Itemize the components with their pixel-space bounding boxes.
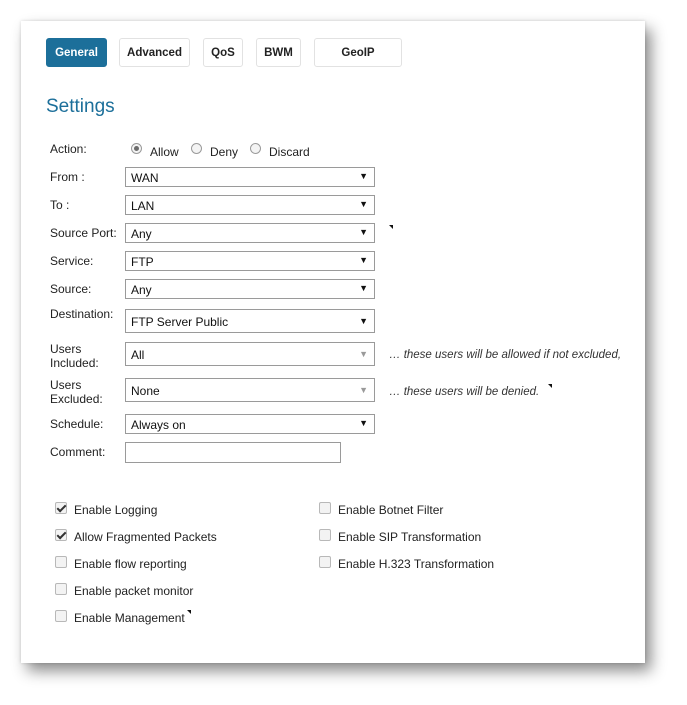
chevron-down-icon: ▼ bbox=[359, 316, 368, 326]
action-discard-radio[interactable] bbox=[250, 143, 261, 154]
action-allow-label[interactable]: Allow bbox=[150, 145, 179, 159]
destination-label: Destination: bbox=[50, 307, 114, 321]
action-deny-radio[interactable] bbox=[191, 143, 202, 154]
enable-logging-label[interactable]: Enable Logging bbox=[74, 503, 158, 517]
tab-general[interactable]: General bbox=[46, 38, 107, 67]
source-port-label: Source Port: bbox=[50, 226, 117, 240]
users-excluded-select[interactable] bbox=[125, 378, 375, 402]
source-port-select[interactable] bbox=[125, 223, 375, 243]
allow-fragmented-packets-label[interactable]: Allow Fragmented Packets bbox=[74, 530, 217, 544]
tab-qos[interactable]: QoS bbox=[203, 38, 243, 67]
users-excluded-label-line2: Excluded: bbox=[50, 392, 103, 406]
enable-packet-monitor-label[interactable]: Enable packet monitor bbox=[74, 584, 194, 598]
destination-value: FTP Server Public bbox=[131, 315, 229, 329]
chevron-down-icon: ▼ bbox=[359, 385, 368, 395]
comment-label: Comment: bbox=[50, 445, 106, 459]
page-title: Settings bbox=[46, 96, 115, 117]
users-included-hint: … these users will be allowed if not excluded, bbox=[389, 349, 622, 361]
chevron-down-icon: ▼ bbox=[359, 349, 368, 359]
users-included-label bbox=[50, 342, 99, 370]
enable-sip-transformation-label[interactable]: Enable SIP Transformation bbox=[338, 530, 482, 544]
firewall-rule-panel bbox=[21, 21, 645, 663]
tooltip-marker-icon[interactable] bbox=[187, 610, 191, 614]
to-select[interactable] bbox=[125, 195, 375, 215]
source-label: Source: bbox=[50, 282, 92, 296]
chevron-down-icon: ▼ bbox=[359, 255, 368, 265]
allow-fragmented-packets-checkbox[interactable] bbox=[55, 529, 67, 541]
action-label: Action: bbox=[50, 142, 87, 156]
source-port-value: Any bbox=[131, 227, 152, 241]
users-included-value: All bbox=[131, 348, 145, 362]
service-select[interactable] bbox=[125, 251, 375, 271]
users-excluded-label bbox=[50, 378, 103, 406]
tab-bwm[interactable]: BWM bbox=[256, 38, 301, 67]
enable-flow-reporting-label[interactable]: Enable flow reporting bbox=[74, 557, 187, 571]
users-included-select[interactable] bbox=[125, 342, 375, 366]
to-value: LAN bbox=[131, 199, 155, 213]
enable-logging-checkbox[interactable] bbox=[55, 502, 67, 514]
schedule-select[interactable] bbox=[125, 414, 375, 434]
action-deny-label[interactable]: Deny bbox=[210, 145, 239, 159]
users-excluded-label-line1: Users bbox=[50, 378, 82, 392]
tooltip-marker-icon[interactable] bbox=[548, 384, 552, 388]
action-allow-radio[interactable] bbox=[131, 143, 142, 154]
enable-sip-transformation-checkbox[interactable] bbox=[319, 529, 331, 541]
users-excluded-hint: … these users will be denied. bbox=[389, 386, 540, 398]
chevron-down-icon: ▼ bbox=[359, 199, 368, 209]
tab-geoip[interactable]: GeoIP bbox=[314, 38, 402, 67]
schedule-value: Always on bbox=[131, 418, 186, 432]
destination-select[interactable] bbox=[125, 309, 375, 333]
users-excluded-value: None bbox=[131, 384, 160, 398]
users-included-label-line2: Included: bbox=[50, 356, 99, 370]
action-discard-label[interactable]: Discard bbox=[269, 145, 310, 159]
enable-management-checkbox[interactable] bbox=[55, 610, 67, 622]
enable-management-label[interactable]: Enable Management bbox=[74, 611, 185, 625]
enable-flow-reporting-checkbox[interactable] bbox=[55, 556, 67, 568]
service-value: FTP bbox=[131, 255, 154, 269]
from-select[interactable] bbox=[125, 167, 375, 187]
chevron-down-icon: ▼ bbox=[359, 283, 368, 293]
enable-packet-monitor-checkbox[interactable] bbox=[55, 583, 67, 595]
enable-botnet-filter-label[interactable]: Enable Botnet Filter bbox=[338, 503, 444, 517]
enable-botnet-filter-checkbox[interactable] bbox=[319, 502, 331, 514]
from-value: WAN bbox=[131, 171, 159, 185]
chevron-down-icon: ▼ bbox=[359, 171, 368, 181]
to-label: To : bbox=[50, 198, 70, 212]
source-select[interactable] bbox=[125, 279, 375, 299]
tab-advanced[interactable]: Advanced bbox=[119, 38, 190, 67]
enable-h323-transformation-checkbox[interactable] bbox=[319, 556, 331, 568]
service-label: Service: bbox=[50, 254, 94, 268]
enable-h323-transformation-label[interactable]: Enable H.323 Transformation bbox=[338, 557, 495, 571]
chevron-down-icon: ▼ bbox=[359, 418, 368, 428]
comment-input[interactable] bbox=[125, 442, 341, 463]
tooltip-marker-icon[interactable] bbox=[389, 225, 393, 229]
source-value: Any bbox=[131, 283, 152, 297]
from-label: From : bbox=[50, 170, 85, 184]
chevron-down-icon: ▼ bbox=[359, 227, 368, 237]
schedule-label: Schedule: bbox=[50, 417, 104, 431]
users-included-label-line1: Users bbox=[50, 342, 82, 356]
